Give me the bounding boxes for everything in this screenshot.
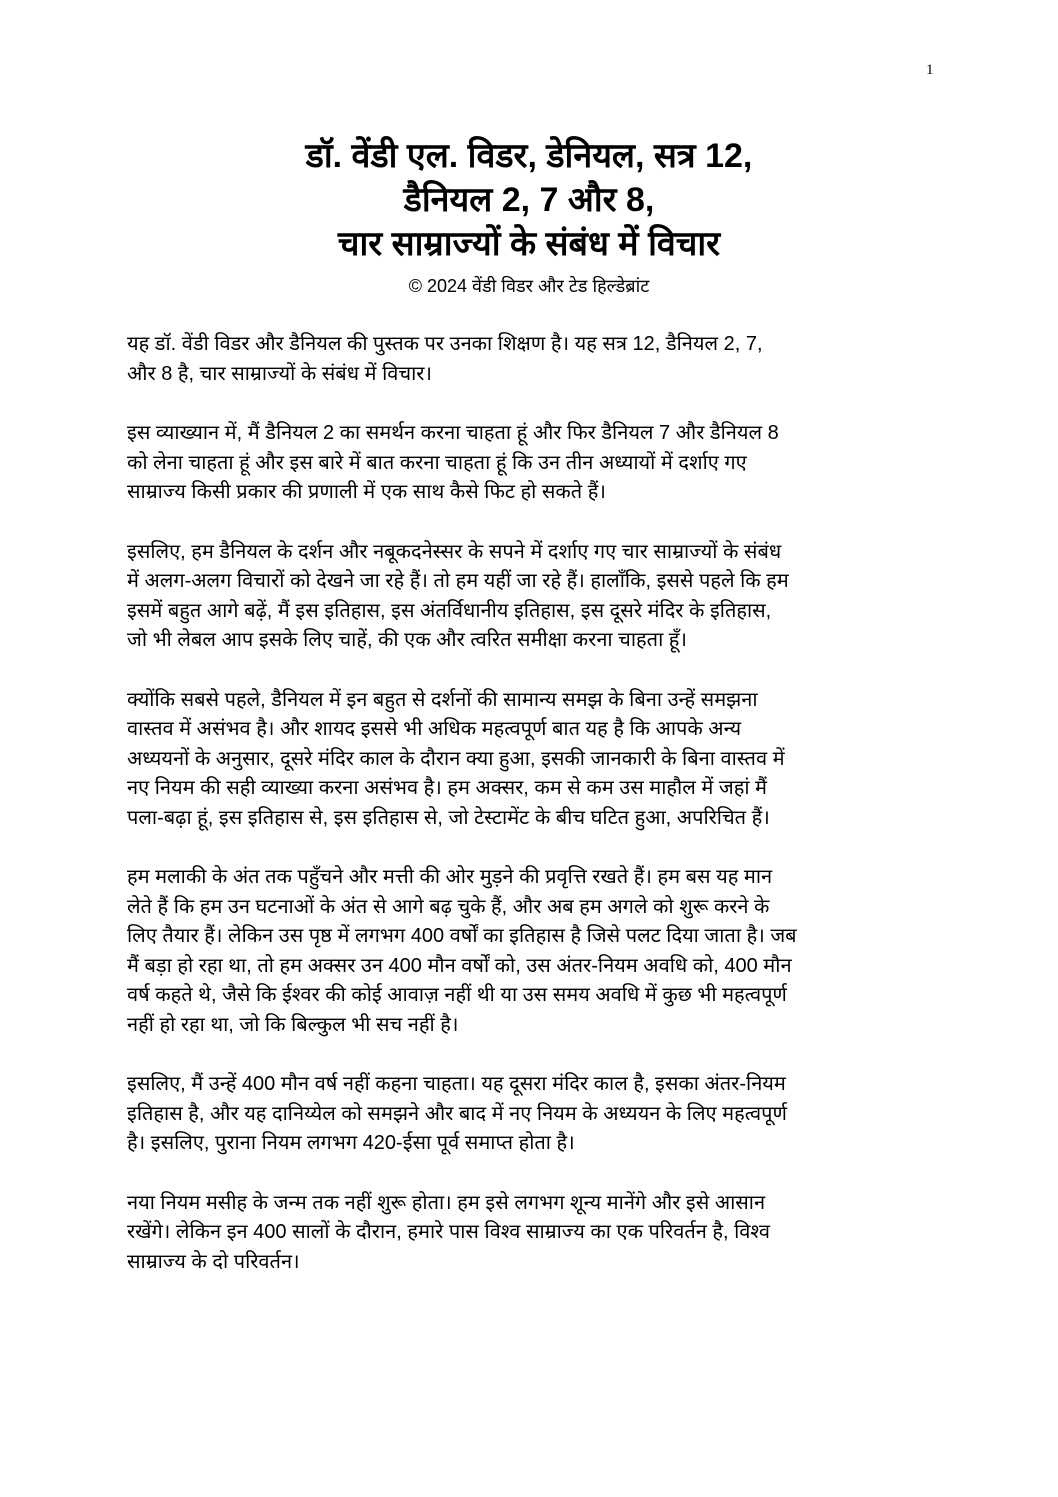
document-title (0, 134, 1058, 266)
page-number: 1 (926, 62, 934, 78)
paragraph-line: और 8 है, चार साम्राज्यों के संबंध में विचार। (127, 362, 433, 385)
paragraph-line: साम्राज्य के दो परिवर्तन। (127, 1250, 300, 1273)
paragraph-line: वर्ष कहते थे, जैसे कि ईश्वर की कोई आवाज़ नहीं थी या उस समय अवधि में कुछ भी महत्वपूर्ण (127, 984, 787, 1006)
paragraph (127, 1189, 947, 1278)
paragraph-line: इसलिए, हम डैनियल के दर्शन और नबूकदनेस्सर के सपने में दर्शाए गए चार साम्राज्यों के संबंध (127, 540, 782, 563)
paragraph-line: क्योंकि सबसे पहले, डैनियल में इन बहुत से दर्शनों की सामान्य समझ के बिना उन्हें समझना (127, 688, 758, 711)
paragraph-line: इसलिए, मैं उन्हें 400 मौन वर्ष नहीं कहना चाहता। यह दूसरा मंदिर काल है, इसका अंतर-नियम (127, 1073, 786, 1095)
paragraph (127, 686, 947, 834)
paragraph-line: पला-बढ़ा हूं, इस इतिहास से, इस इतिहास से, जो टेस्टामेंट के बीच घटित हुआ, अपरिचित हैं। (127, 806, 770, 829)
title-line: डैनियल 2, 7 और 8, (403, 181, 655, 219)
paragraph-line: नया नियम मसीह के जन्म तक नहीं शुरू होता। हम इसे लगभग शून्य मानेंगे और इसे आसान (127, 1191, 766, 1214)
paragraph-line: इतिहास है, और यह दानिय्येल को समझने और बाद में नए नियम के अध्ययन के लिए महत्वपूर्ण (127, 1102, 787, 1125)
paragraph (127, 419, 947, 508)
paragraph-line: अध्ययनों के अनुसार, दूसरे मंदिर काल के दौरान क्या हुआ, इसकी जानकारी के बिना वास्तव में (127, 747, 785, 770)
paragraph-line: रखेंगे। लेकिन इन 400 सालों के दौरान, हमारे पास विश्व साम्राज्य का एक परिवर्तन है, विश्व (127, 1221, 771, 1243)
paragraph-line: में अलग-अलग विचारों को देखने जा रहे हैं। तो हम यहीं जा रहे हैं। हालाँकि, इससे पहले कि हम (127, 570, 789, 592)
paragraph (127, 538, 947, 656)
paragraph-line: मैं बड़ा हो रहा था, तो हम अक्सर उन 400 मौन वर्षों को, उस अंतर-नियम अवधि को, 400 मौन (127, 954, 792, 977)
paragraph-line: है। इसलिए, पुराना नियम लगभग 420-ईसा पूर्व समाप्त होता है। (127, 1132, 575, 1154)
paragraph-line: नहीं हो रहा था, जो कि बिल्कुल भी सच नहीं है। (127, 1013, 459, 1036)
paragraph-line: हम मलाकी के अंत तक पहुँचने और मत्ती की ओर मुड़ने की प्रवृत्ति रखते हैं। हम बस यह मान (127, 866, 773, 888)
paragraph-line: नए नियम की सही व्याख्या करना असंभव है। हम अक्सर, कम से कम उस माहौल में जहां मैं (127, 777, 768, 799)
paragraph-line: साम्राज्य किसी प्रकार की प्रणाली में एक साथ कैसे फिट हो सकते हैं। (127, 481, 606, 503)
paragraph-line: लेते हैं कि हम उन घटनाओं के अंत से आगे बढ़ चुके हैं, और अब हम अगले को शुरू करने के (127, 895, 770, 918)
title-line: चार साम्राज्यों के संबंध में विचार (337, 225, 721, 263)
document-body (127, 330, 947, 1307)
paragraph-line: को लेना चाहता हूं और इस बारे में बात करना चाहता हूं कि उन तीन अध्यायों में दर्शाए गए (127, 451, 747, 474)
copyright-notice: © 2024 वेंडी विडर और टेड हिल्डेब्रांट (408, 276, 650, 296)
paragraph (127, 1070, 947, 1159)
title-line: डॉ. वेंडी एल. विडर, डेनियल, सत्र 12, (305, 137, 753, 175)
paragraph (127, 330, 947, 389)
paragraph-line: इसमें बहुत आगे बढ़ें, मैं इस इतिहास, इस अंतर्विधानीय इतिहास, इस दूसरे मंदिर के इतिहास, (127, 599, 772, 622)
paragraph (127, 863, 947, 1040)
paragraph-line: लिए तैयार हैं। लेकिन उस पृष्ठ में लगभग 400 वर्षों का इतिहास है जिसे पलट दिया जाता है। जब (127, 925, 797, 947)
paragraph-line: जो भी लेबल आप इसके लिए चाहें, की एक और त्वरित समीक्षा करना चाहता हूँ। (127, 629, 688, 651)
paragraph-line: वास्तव में असंभव है। और शायद इससे भी अधिक महत्वपूर्ण बात यह है कि आपके अन्य (127, 718, 742, 740)
paragraph-line: इस व्याख्यान में, मैं डैनियल 2 का समर्थन करना चाहता हूं और फिर डैनियल 7 और डैनियल 8 (127, 422, 779, 444)
paragraph-line: यह डॉ. वेंडी विडर और डैनियल की पुस्तक पर उनका शिक्षण है। यह सत्र 12, डैनियल 2, 7, (127, 333, 763, 355)
